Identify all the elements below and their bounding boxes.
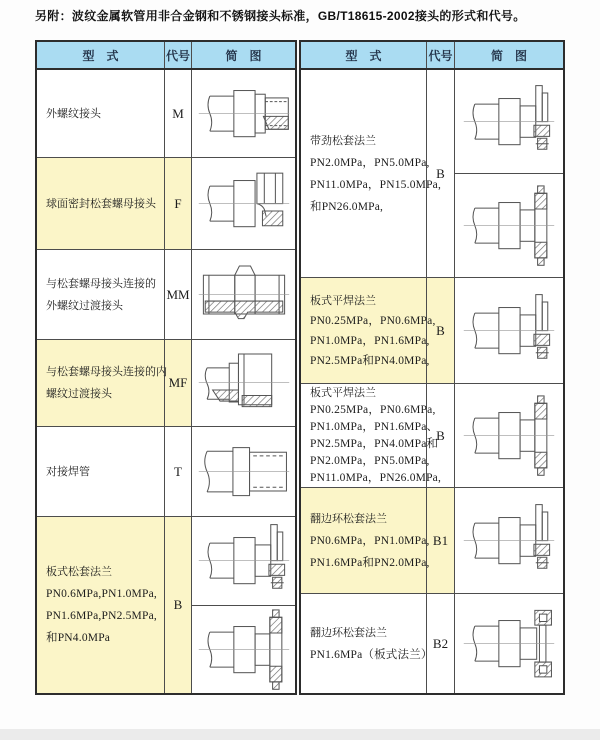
table-row	[37, 340, 295, 427]
fitting-code-cell: B1	[427, 488, 455, 593]
plate-loose-flange-alt-diagram	[196, 609, 292, 690]
fitting-type-text: PN1.0MPa，PN1.6MPa、	[310, 420, 439, 433]
fitting-code-cell: MF	[165, 340, 192, 426]
column-header-diagram: 简 图	[225, 48, 262, 63]
fitting-code-cell: F	[165, 158, 192, 249]
diagram-subcell	[455, 594, 563, 693]
plate-loose-flange-diagram	[196, 520, 292, 601]
fitting-type-text: 与松套螺母接头连接的	[46, 277, 156, 290]
diagram-subcell	[192, 517, 295, 605]
fitting-type-cell	[37, 250, 165, 339]
fitting-type-text: PN0.25MPa，PN0.6MPa,	[310, 314, 436, 327]
fitting-type-cell	[37, 70, 165, 157]
fitting-diagram-cell	[192, 517, 295, 693]
fitting-code-cell: B2	[427, 594, 455, 693]
fitting-type-text: 外螺纹接头	[46, 107, 101, 120]
table-row	[37, 158, 295, 250]
table-row	[37, 427, 295, 517]
table-row	[301, 278, 563, 384]
fitting-type-text: PN0.6MPa，PN1.0MPa,	[310, 534, 430, 547]
fitting-type-text: 对接焊管	[46, 465, 90, 478]
fitting-type-text: 外螺纹过渡接头	[46, 299, 123, 312]
fitting-code-cell: MM	[165, 250, 192, 339]
fitting-code-cell: B	[427, 70, 455, 277]
diagram-subcell	[455, 488, 563, 593]
fitting-type-text: 球面密封松套螺母接头	[46, 197, 156, 210]
fitting-type-cell	[301, 278, 436, 383]
fitting-type-text: PN0.25MPa，PN0.6MPa,	[310, 403, 436, 416]
fitting-type-text: PN11.0MPa，PN26.0MPa,	[310, 471, 442, 484]
fitting-type-cell	[301, 70, 442, 277]
fitting-type-text: 和PN4.0MPa	[46, 632, 111, 644]
fitting-type-cell	[301, 384, 442, 487]
fitting-diagram-cell	[455, 594, 563, 693]
table-row	[301, 594, 563, 693]
neck-loose-flange-diagram	[461, 81, 557, 162]
fitting-diagram-cell	[192, 250, 295, 339]
table-row	[37, 70, 295, 158]
fitting-diagram-cell	[455, 70, 563, 277]
fitting-diagram-cell	[455, 384, 563, 487]
table-right-header-row	[301, 42, 563, 70]
table-left-header-row	[37, 42, 295, 70]
fitting-type-text: PN0.6MPa,PN1.0MPa,	[46, 588, 157, 600]
fitting-type-cell	[37, 340, 165, 426]
fitting-type-text: PN1.6MPa和PN2.0MPa,	[310, 556, 430, 569]
lap-ring-loose-flange-diagram	[461, 500, 557, 581]
fitting-type-text: PN2.5MPa和PN4.0MPa,	[310, 354, 430, 367]
neck-loose-flange-alt-diagram	[461, 185, 557, 266]
fitting-diagram-cell	[192, 70, 295, 157]
fitting-type-text: 螺纹过渡接头	[46, 388, 112, 400]
diagram-subcell	[455, 173, 563, 277]
table-row	[37, 250, 295, 340]
document-title: 另附：波纹金属软管用非合金钢和不锈钢接头标准，GB/T18615-2002接头的形式和代号。	[35, 9, 526, 23]
fitting-type-text: 板式平焊法兰	[310, 386, 376, 399]
fitting-type-text: 与松套螺母接头连接的内	[46, 366, 167, 378]
fitting-type-cell	[301, 594, 433, 693]
fitting-type-text: PN2.5MPa，PN4.0MPa和	[310, 437, 439, 450]
fitting-diagram-cell	[455, 488, 563, 593]
fitting-type-text: 板式平焊法兰	[310, 294, 376, 307]
fitting-code-cell: B	[427, 278, 455, 383]
table-row	[301, 70, 563, 278]
fitting-code-cell: B	[427, 384, 455, 487]
diagram-subcell	[192, 158, 295, 249]
column-header-type: 型 式	[37, 42, 165, 68]
column-header-diagram: 简 图	[490, 48, 527, 63]
fitting-type-text: 翻边环松套法兰	[310, 512, 387, 525]
plate-weld-flange-alt-diagram	[461, 395, 557, 476]
fitting-type-text: PN1.0MPa，PN1.6MPa,	[310, 334, 430, 347]
fitting-code-cell: B	[165, 517, 192, 693]
fitting-diagram-cell	[192, 340, 295, 426]
male-nipple-fitting-diagram	[196, 254, 292, 335]
table-right	[299, 40, 565, 695]
spherical-swivel-nut-fitting-diagram	[196, 163, 292, 244]
diagram-subcell	[192, 340, 295, 426]
fitting-type-text: 翻边环松套法兰	[310, 626, 387, 639]
diagram-subcell	[455, 278, 563, 383]
column-header-type: 型 式	[301, 42, 427, 68]
male-thread-fitting-diagram	[196, 73, 292, 154]
fitting-type-text: PN1.6MPa,PN2.5MPa,	[46, 610, 157, 622]
lap-ring-plate-flange-diagram	[461, 603, 557, 684]
diagram-subcell	[192, 70, 295, 157]
fitting-type-text: 和PN26.0MPa,	[310, 200, 384, 213]
diagram-subcell	[192, 250, 295, 339]
fitting-diagram-cell	[192, 158, 295, 249]
fitting-diagram-cell	[192, 427, 295, 516]
female-adapter-fitting-diagram	[196, 342, 292, 423]
fitting-type-text: PN2.0MPa，PN5.0MPa,	[310, 156, 430, 169]
table-row	[301, 488, 563, 594]
diagram-subcell	[455, 384, 563, 487]
plate-weld-flange-diagram	[461, 290, 557, 371]
table-row	[37, 517, 295, 693]
fitting-type-text: PN11.0MPa，PN15.0MPa,	[310, 178, 442, 191]
page-bottom-margin	[0, 729, 600, 740]
fitting-type-text: 带劲松套法兰	[310, 134, 376, 147]
fitting-type-cell	[37, 517, 165, 693]
fitting-code-cell: T	[165, 427, 192, 516]
fitting-type-cell	[37, 158, 165, 249]
diagram-subcell	[455, 70, 563, 173]
column-header-code: 代号	[427, 42, 455, 68]
diagram-subcell	[192, 427, 295, 516]
fitting-type-text: 板式松套法兰	[46, 566, 112, 578]
fitting-diagram-cell	[455, 278, 563, 383]
fitting-type-text: PN1.6MPa（板式法兰）	[310, 648, 433, 661]
table-row	[301, 384, 563, 488]
butt-weld-pipe-diagram	[196, 431, 292, 512]
fitting-type-text: PN2.0MPa，PN5.0MPa,	[310, 454, 430, 467]
table-left	[35, 40, 297, 695]
diagram-subcell	[192, 605, 295, 694]
fitting-code-cell: M	[165, 70, 192, 157]
fitting-type-cell	[301, 488, 430, 593]
column-header-code: 代号	[165, 42, 192, 68]
fitting-type-cell	[37, 427, 165, 516]
fitting-type-table	[35, 40, 565, 695]
